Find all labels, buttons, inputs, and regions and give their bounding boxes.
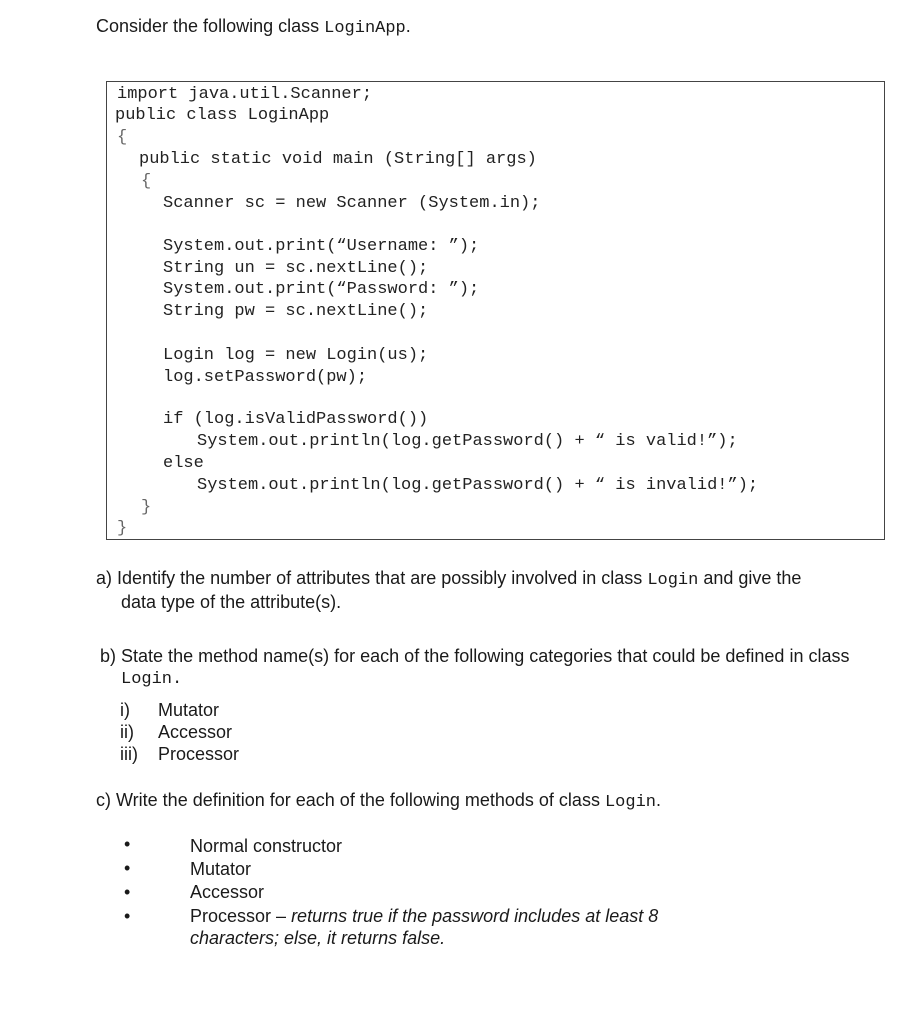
question-b-item [120,699,219,721]
code-line: else [163,454,204,473]
bullet-icon: • [124,834,131,854]
question-b-label: b) [100,646,117,666]
question-c-text: Write the definition for each of the following methods of class [116,790,600,810]
code-line: System.out.println(log.getPassword() + “ is valid!”); [197,432,738,451]
code-line: if (log.isValidPassword()) [163,410,429,429]
question-b-item-text: Mutator [158,700,220,720]
code-block [106,81,885,540]
code-line: System.out.print(“Password: ”); [163,280,480,299]
code-line: public static void main (String[] args) [139,150,537,169]
code-line: String un = sc.nextLine(); [163,259,429,278]
question-c-item-italic: returns true if the password includes at least 8 [291,906,659,926]
code-line: } [141,498,152,517]
code-line: import java.util.Scanner; [117,85,373,104]
bullet-icon: • [124,858,131,878]
code-line: String pw = sc.nextLine(); [163,302,429,321]
intro-period: . [405,16,411,36]
question-c-item [190,905,658,927]
bullet-icon: • [124,882,131,902]
question-a-line2: data type of the attribute(s). [121,592,342,612]
question-c [96,788,896,815]
question-c-period: . [655,790,661,810]
question-b-code: Login. [121,670,183,689]
question-c-item: Normal constructor [190,836,343,856]
question-a-text: Identify the number of attributes that are possibly involved in class [117,568,643,588]
question-b-item [120,743,239,765]
question-b-item-num: iii) [120,744,138,764]
code-line: { [117,128,128,147]
question-b-item-num: i) [120,700,130,720]
question-a-text-cont: and give the [703,568,802,588]
intro-line [96,16,411,38]
intro-text: Consider the following class [96,16,320,36]
code-line: public class LoginApp [115,106,330,125]
question-c-item-text: Processor – [190,906,287,926]
question-a [96,566,896,593]
question-b-item-num: ii) [120,722,134,742]
code-line: System.out.println(log.getPassword() + “ is invalid!”); [197,476,759,495]
code-line: } [117,519,128,538]
question-b-text: State the method name(s) for each of the following categories that could be defined in class [121,646,850,666]
question-b-item [120,721,232,743]
code-line: Scanner sc = new Scanner (System.in); [163,194,541,213]
question-a-code: Login [647,571,699,590]
question-c-code: Login [604,793,656,812]
question-b [100,644,900,668]
code-line: Login log = new Login(us); [163,346,429,365]
question-c-label: c) [96,790,111,810]
question-c-item: Mutator [190,859,252,879]
code-line: { [141,172,152,191]
code-line: System.out.print(“Username: ”); [163,237,480,256]
question-b-item-text: Processor [158,744,240,764]
question-b-item-text: Accessor [158,722,233,742]
question-c-item-italic-cont: characters; else, it returns false. [190,928,446,948]
question-c-item: Accessor [190,882,265,902]
question-a-label: a) [96,568,113,588]
bullet-icon: • [124,906,131,926]
code-line: log.setPassword(pw); [163,368,368,387]
intro-class-name: LoginApp [324,19,406,38]
